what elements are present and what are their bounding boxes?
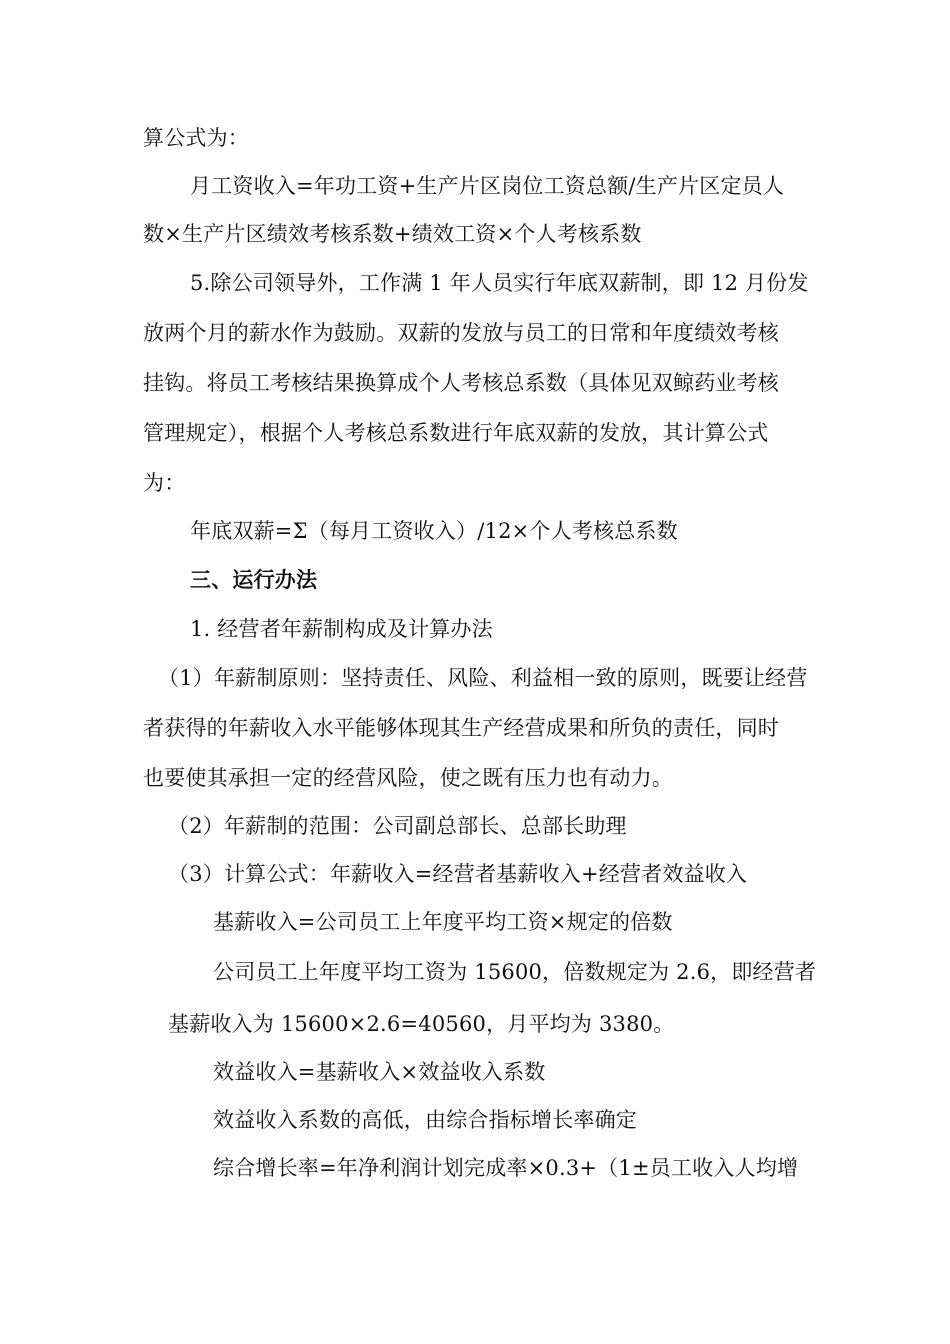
text-line: 效益收入系数的高低，由综合指标增长率确定 bbox=[213, 1108, 637, 1132]
section-heading: 三、运行办法 bbox=[190, 567, 318, 592]
text-line: 也要使其承担一定的经营风险，使之既有压力也有动力。 bbox=[143, 766, 673, 790]
formula-line: 年底双薪=Σ（每月工资收入）/12×个人考核总系数 bbox=[190, 519, 678, 543]
text-line: 5.除公司领导外，工作满 1 年人员实行年底双薪制，即 12 月份发 bbox=[190, 271, 809, 295]
formula-line: 效益收入=基薪收入×效益收入系数 bbox=[213, 1060, 546, 1084]
text-line: 为： bbox=[143, 471, 186, 495]
text-line: 月工资收入=年功工资+生产片区岗位工资总额/生产片区定员人 bbox=[190, 174, 785, 198]
text-line: 算公式为： bbox=[143, 126, 249, 150]
subsection-heading: 1. 经营者年薪制构成及计算办法 bbox=[190, 617, 493, 641]
formula-line: 综合增长率=年净利润计划完成率×0.3+（1±员工收入人均增 bbox=[213, 1156, 799, 1180]
text-line: 放两个月的薪水作为鼓励。双薪的发放与员工的日常和年度绩效考核 bbox=[143, 321, 779, 345]
text-line: 公司员工上年度平均工资为 15600，倍数规定为 2.6，即经营者 bbox=[213, 960, 817, 984]
text-line: （3）计算公式：年薪收入=经营者基薪收入+经营者效益收入 bbox=[168, 862, 748, 886]
text-line: 基薪收入为 15600×2.6=40560，月平均为 3380。 bbox=[168, 1012, 675, 1036]
text-line: 者获得的年薪收入水平能够体现其生产经营成果和所负的责任，同时 bbox=[143, 716, 779, 740]
text-line: 数×生产片区绩效考核系数+绩效工资×个人考核系数 bbox=[143, 222, 642, 246]
text-line: 管理规定），根据个人考核总系数进行年底双薪的发放，其计算公式 bbox=[143, 421, 769, 445]
text-line: （1）年薪制原则：坚持责任、风险、利益相一致的原则，既要让经营 bbox=[158, 666, 808, 690]
text-line: 挂钩。将员工考核结果换算成个人考核总系数（具体见双鲸药业考核 bbox=[143, 371, 779, 395]
formula-line: 基薪收入=公司员工上年度平均工资×规定的倍数 bbox=[213, 910, 673, 934]
text-line: （2）年薪制的范围：公司副总部长、总部长助理 bbox=[168, 814, 627, 838]
